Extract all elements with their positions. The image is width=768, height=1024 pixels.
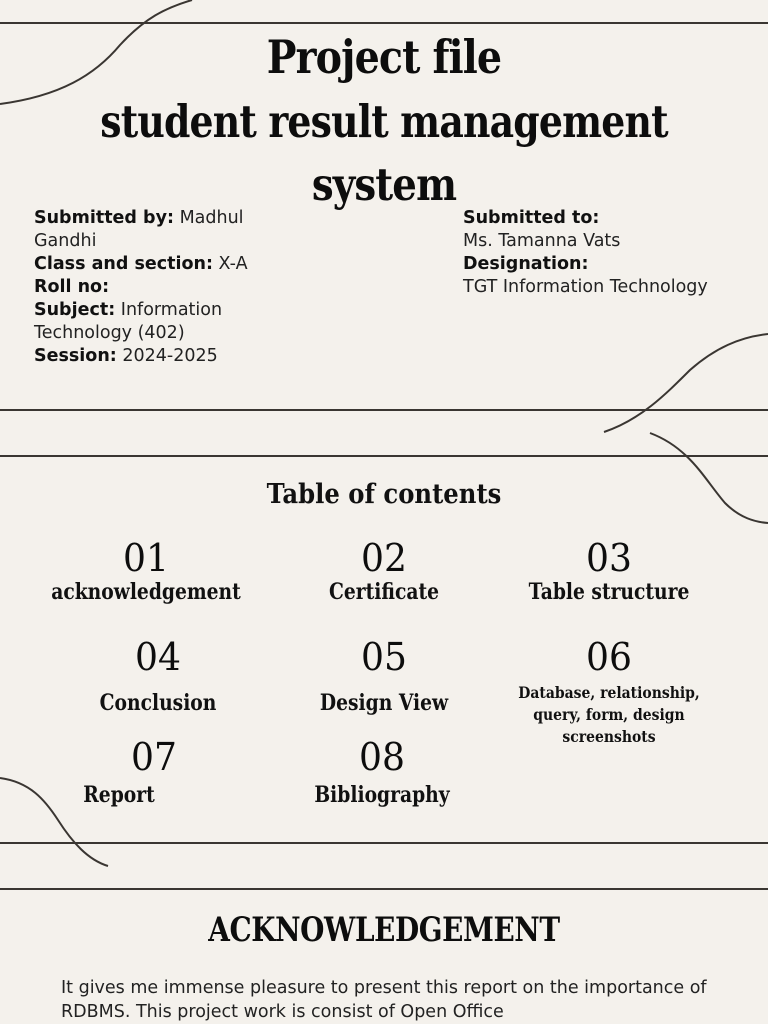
- toc-label: Design View: [319, 690, 449, 716]
- toc-label: Report: [83, 782, 155, 808]
- rule-after-toc: [0, 842, 768, 844]
- rule-top: [0, 22, 768, 24]
- submitted-to-block: [463, 207, 763, 299]
- roll-line: [34, 276, 274, 299]
- toc-label: acknowledgement: [51, 579, 241, 605]
- rule-before-ack: [0, 888, 768, 890]
- toc-heading: Table of contents: [266, 479, 502, 510]
- acknowledgement-heading: ACKNOWLEDGEMENT: [208, 910, 560, 950]
- submitted-by-value: Madhul Gandhi: [34, 208, 244, 251]
- session-value: 2024-2025: [122, 346, 218, 366]
- submitted-by-line: [34, 207, 274, 253]
- toc-item-screenshots[interactable]: [486, 636, 732, 748]
- toc-number: 07: [131, 735, 177, 779]
- designation-label: Designation:: [463, 254, 589, 274]
- toc-label: Conclusion: [99, 690, 217, 716]
- toc-number: 02: [361, 536, 407, 580]
- toc-label: Certificate: [328, 579, 439, 605]
- acknowledgement-body: It gives me immense pleasure to present this report on the importance of RDBMS. This project work is consist of Open Office: [61, 978, 707, 1022]
- class-line: [34, 253, 274, 276]
- session-label: Session:: [34, 346, 117, 366]
- toc-number: 06: [586, 635, 632, 679]
- submitted-to-value: Ms. Tamanna Vats: [463, 231, 621, 251]
- submitted-to-label: Submitted to:: [463, 208, 600, 228]
- toc-item-report[interactable]: [34, 736, 274, 808]
- curve-right-upper: [604, 334, 768, 432]
- toc-item-acknowledgement[interactable]: [26, 537, 266, 605]
- toc-number: 08: [359, 735, 405, 779]
- subject-line: [34, 299, 274, 345]
- rule-before-toc: [0, 455, 768, 457]
- toc-number: 05: [361, 635, 407, 679]
- toc-item-certificate[interactable]: [264, 537, 504, 605]
- toc-number: 01: [123, 536, 169, 580]
- subject-label: Subject:: [34, 300, 116, 320]
- class-label: Class and section:: [34, 254, 213, 274]
- class-value: X-A: [218, 254, 248, 274]
- roll-label: Roll no:: [34, 277, 110, 297]
- toc-item-table-structure[interactable]: [489, 537, 729, 605]
- submitted-by-block: [34, 207, 274, 368]
- page-subtitle-line2: system: [311, 158, 457, 211]
- toc-item-bibliography[interactable]: [262, 736, 502, 808]
- subject-value: Information Technology (402): [34, 300, 223, 343]
- rule-after-cover: [0, 409, 768, 411]
- page-title: Project file: [266, 30, 502, 84]
- submitted-by-label: Submitted by:: [34, 208, 174, 228]
- toc-label: Bibliography: [314, 782, 450, 808]
- toc-label: Table structure: [528, 579, 690, 605]
- toc-label: Database, relationship, query, form, design screenshots: [518, 683, 700, 746]
- toc-item-design-view[interactable]: [264, 636, 504, 716]
- page-subtitle-line1: student result management: [100, 95, 668, 148]
- toc-number: 03: [586, 536, 632, 580]
- toc-number: 04: [135, 635, 181, 679]
- designation-value: TGT Information Technology: [463, 277, 708, 297]
- toc-item-conclusion[interactable]: [38, 636, 278, 716]
- session-line: [34, 345, 274, 368]
